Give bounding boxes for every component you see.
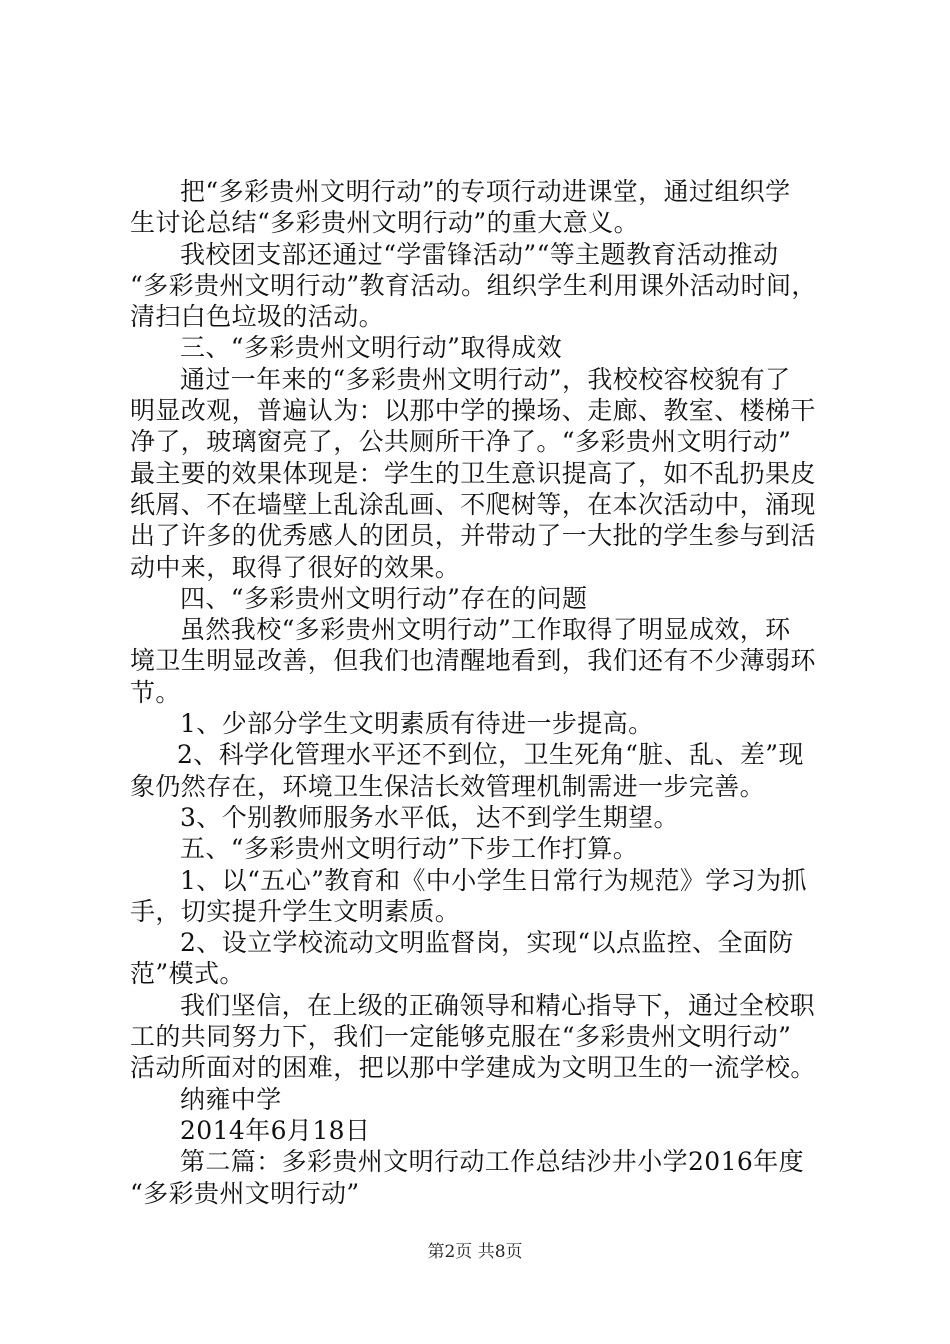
page-number-footer: 第2页 共8页 [427, 1242, 523, 1262]
document-body [130, 176, 830, 1209]
paragraph-line: 第二篇：多彩贵州文明行动工作总结沙井小学2016年度 [180, 1147, 805, 1177]
section-heading: 五、“多彩贵州文明行动”下步工作打算。 [180, 834, 639, 864]
paragraph-line: 最主要的效果体现是：学生的卫生意识提高了，如不乱扔果皮 [130, 458, 816, 488]
section-heading: 三、“多彩贵州文明行动”取得成效 [180, 333, 562, 363]
paragraph-line: 把“多彩贵州文明行动”的专项行动进课堂，通过组织学 [180, 177, 791, 206]
paragraph-line: 范”模式。 [130, 959, 245, 989]
list-item: 1、少部分学生文明素质有待进一步提高。 [180, 709, 654, 739]
paragraph-line: 我校团支部还通过“学雷锋活动”“等主题教育活动推动 [180, 239, 779, 269]
paragraph-line: 手，切实提升学生文明素质。 [130, 896, 461, 926]
section-heading: 四、“多彩贵州文明行动”存在的问题 [180, 583, 588, 613]
paragraph-line: “多彩贵州文明行动”教育活动。组织学生利用课外活动时间， [130, 270, 817, 300]
paragraph-line: 境卫生明显改善，但我们也清醒地看到，我们还有不少薄弱环 [130, 646, 816, 676]
paragraph-line: 活动所面对的困难，把以那中学建成为文明卫生的一流学校。 [130, 1053, 816, 1083]
paragraph-line: 纸屑、不在墙壁上乱涂乱画、不爬树等，在本次活动中，涌现 [130, 489, 816, 519]
paragraph-line: 清扫白色垃圾的活动。 [130, 302, 385, 332]
paragraph-line: 动中来，取得了很好的效果。 [130, 552, 461, 582]
paragraph-line: 生讨论总结“多彩贵州文明行动”的重大意义。 [130, 208, 639, 238]
paragraph-line: 明显改观，普遍认为：以那中学的操场、走廊、教室、楼梯干 [130, 396, 816, 426]
list-item: 2、设立学校流动文明监督岗，实现“以点监控、全面防 [180, 928, 794, 958]
signature-school: 纳雍中学 [180, 1084, 282, 1114]
paragraph-line: 净了，玻璃窗亮了，公共厕所干净了。“多彩贵州文明行动” [130, 427, 792, 457]
paragraph-line: 通过一年来的“多彩贵州文明行动”，我校校容校貌有了 [180, 364, 791, 394]
signature-date: 2014年6月18日 [180, 1115, 371, 1145]
paragraph-line: 我们坚信，在上级的正确领导和精心指导下，通过全校职 [180, 990, 816, 1020]
paragraph-line: “多彩贵州文明行动” [130, 1178, 360, 1208]
paragraph-line: 虽然我校“多彩贵州文明行动”工作取得了明显成效，环 [180, 615, 791, 645]
paragraph-line: 出了许多的优秀感人的团员，并带动了一大批的学生参与到活 [130, 521, 816, 551]
list-item: 2、科学化管理水平还不到位，卫生死角“脏、乱、差”现 [177, 740, 804, 770]
list-item: 1、以“五心”教育和《中小学生日常行为规范》学习为抓 [180, 865, 807, 895]
paragraph-line: 工的共同努力下，我们一定能够克服在“多彩贵州文明行动” [130, 1022, 792, 1052]
list-item: 3、个别教师服务水平低，达不到学生期望。 [180, 802, 679, 832]
paragraph-line: 节。 [130, 677, 181, 707]
paragraph-line: 象仍然存在，环境卫生保洁长效管理机制需进一步完善。 [130, 771, 766, 801]
